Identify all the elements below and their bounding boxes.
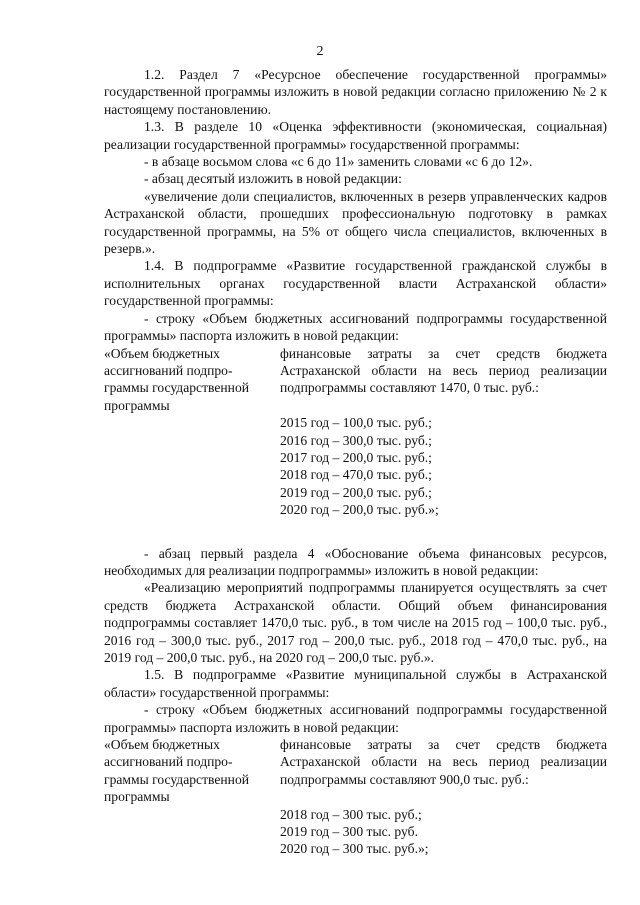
table-label-line: «Объем бюджетных xyxy=(104,737,220,753)
quoted-paragraph: «увеличение доли специалистов, включенных в резерв управленческих кадров Астраханской области, прошедших профессиональную подготовку в рамках государственной программы, на 5% от общего числа специалистов, включенных в резерв.». xyxy=(104,188,607,257)
paragraph-1-4: 1.4. В подпрограмме «Развитие государственной гражданской службы в исполнительных органах государственной власти Астраханской области» государственной программы: xyxy=(104,258,607,309)
budget-table-1-value xyxy=(280,345,607,415)
budget-table-1-years xyxy=(280,414,607,518)
budget-table-2-years xyxy=(280,806,607,858)
year-line: 2020 год – 200,0 тыс. руб.»; xyxy=(280,502,439,518)
paragraph-1-4-item-1: - строку «Объем бюджетных ассигнований подпрограммы государственной программы» паспорта изложить в новой редакции: xyxy=(104,310,607,344)
table-label-line: граммы государственной xyxy=(104,380,250,396)
paragraph-1-2: 1.2. Раздел 7 «Ресурсное обеспечение государственной программы» государственной программы изложить в новой редакции согласно приложению № 2 к настоящему постановлению. xyxy=(104,67,607,117)
paragraph-1-5-item-1: - строку «Объем бюджетных ассигнований подпрограммы государственной программы» паспорта изложить в новой редакции: xyxy=(104,702,607,735)
year-line: 2018 год – 300 тыс. руб.; xyxy=(280,806,422,822)
quoted-financing-paragraph: «Реализацию мероприятий подпрограммы планируется осуществлять за счет средств бюджета Астраханской области. Общий объем финансирования подпрограммы составляет 1470,0 тыс. руб., в том числе на 2015 год – 100,0 тыс. руб., 2016 год – 300,0 тыс. руб., 2017 год – 200,0 тыс. руб., 2018 год – 470,0 тыс. руб., на 2019 год – 200,0 тыс. руб., на 2020 год – 200,0 тыс. руб.». xyxy=(104,580,607,665)
budget-description: финансовые затраты за счет средств бюджета Астраханской области на весь период реализации подпрограммы составляют 900,0 тыс. руб.: xyxy=(280,737,607,787)
paragraph-section-4: - абзац первый раздела 4 «Обоснование объема финансовых ресурсов, необходимых для реализации подпрограммы» изложить в новой редакции: xyxy=(104,545,607,578)
table-label-line: ассигнований подпро- xyxy=(104,362,233,378)
paragraph-1-5: 1.5. В подпрограмме «Развитие муниципальной службы в Астраханской области» государственной программы: xyxy=(104,667,607,700)
budget-table-2-value xyxy=(280,736,607,806)
year-line: 2018 год – 470,0 тыс. руб.; xyxy=(280,467,432,483)
table-label-line: ассигнований подпро- xyxy=(104,754,233,770)
document-body xyxy=(104,66,607,858)
budget-table-1 xyxy=(104,345,607,415)
table-label-line: «Объем бюджетных xyxy=(104,345,220,361)
page-number: 2 xyxy=(316,44,324,59)
budget-table-2 xyxy=(104,736,607,806)
paragraph-1-3-item-2: - абзац десятый изложить в новой редакции: xyxy=(144,171,402,187)
table-label-line: программы xyxy=(104,789,170,805)
table-label-line: граммы государственной xyxy=(104,771,250,787)
paragraph-1-3-item-1: - в абзаце восьмом слова «с 6 до 11» заменить словами «с 6 до 12». xyxy=(144,154,533,170)
year-line: 2020 год – 300 тыс. руб.»; xyxy=(280,841,429,857)
table-label-line: программы xyxy=(104,397,170,413)
paragraph-1-3: 1.3. В разделе 10 «Оценка эффективности (экономическая, социальная) реализации государственной программы» государственной программы: xyxy=(104,119,607,152)
budget-description: финансовые затраты за счет средств бюджета Астраханской области на весь период реализации подпрограммы составляют 1470, 0 тыс. руб.: xyxy=(280,345,607,396)
year-line: 2019 год – 300 тыс. руб. xyxy=(280,824,418,840)
year-line: 2015 год – 100,0 тыс. руб.; xyxy=(280,415,432,431)
year-line: 2017 год – 200,0 тыс. руб.; xyxy=(280,449,432,465)
budget-table-2-label xyxy=(104,736,280,806)
year-line: 2016 год – 300,0 тыс. руб.; xyxy=(280,432,432,448)
year-line: 2019 год – 200,0 тыс. руб.; xyxy=(280,484,432,500)
budget-table-1-label xyxy=(104,345,280,415)
